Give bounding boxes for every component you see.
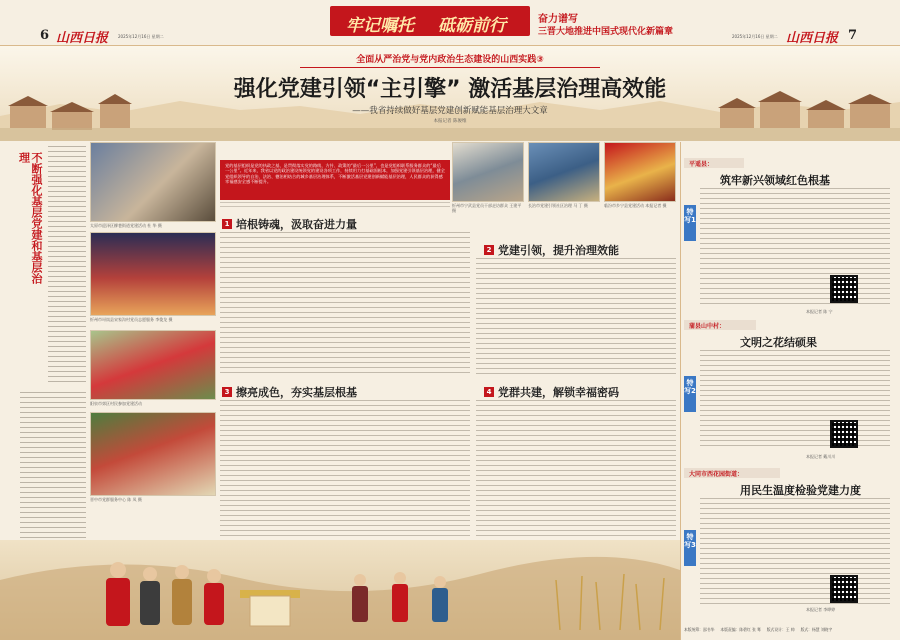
photo-caption-2: 忻州市岢岚县宋家沟村党员志愿服务 李俊龙 摄 (90, 317, 173, 322)
panel-3-region: 大同市西花园街道： (684, 468, 780, 478)
left-column (17, 142, 86, 582)
photo-1 (90, 142, 216, 222)
lede-text: 党的基层组织是党的执政之基，是贯彻落实党的路线、方针、政策的“最后一公里”，也是党组织联系服务群众的“最后一公里”。近年来，我省以党的政治建设统领党的建设各项工作，持续用力打基础固根本，加强党建引领基层治理，健全党组织领导的自治、法治、德治相结合的城乡基层治理体系，不断激活基层党建创新赋能基层治理，人民群众的获得感幸福感安全感不断提升。 (225, 163, 445, 185)
section-3-body (220, 400, 470, 540)
photo-5 (452, 142, 524, 202)
section-1-title: 培根铸魂，汲取奋进力量 (236, 218, 357, 231)
photo-caption-4: 晋中市党群服务中心 陈 凤 摄 (90, 497, 142, 502)
photo-caption-3: 阳泉市郊区村民参加党建活动 (90, 401, 142, 406)
section-4-body (476, 400, 676, 540)
page-footer (684, 624, 896, 636)
footer-editor: 本版统筹：邵书华 (684, 627, 715, 632)
photo-caption-1: 太原市迎泽区柳巷街道党建活动 杜 华 摄 (90, 223, 162, 228)
left-column-body (48, 146, 86, 386)
left-column-title: 不断强化基层党建和基层治理 (17, 152, 43, 284)
panel-2-author: 本报记者 戴川川 (806, 454, 836, 459)
panel-2-body (700, 350, 890, 450)
banner-right: 砥砺前行 (438, 16, 506, 36)
photo-2 (90, 232, 216, 316)
section-3-heading (222, 384, 357, 400)
panel-3-qr-code[interactable] (830, 575, 858, 603)
photo-caption-6: 长治市党建引领社区治理 马 丁 摄 (528, 203, 588, 208)
footer-proof: 版式：杨慧 刘晓宇 (800, 627, 833, 632)
village-scene-banner (0, 46, 900, 141)
panel-1-body (700, 188, 890, 306)
left-meta: 2025年12月16日 星期二 (118, 34, 164, 39)
people-harvest-illustration (0, 540, 680, 640)
panel-2-region: 蒲县山中村： (684, 320, 756, 330)
right-logo: 山西日报 (786, 31, 839, 46)
panel-3-title: 用民生温度检验党建力度 (740, 484, 861, 497)
footer-design: 版式设计：王 帅 (766, 627, 795, 632)
section-2-number: 2 (484, 245, 494, 255)
right-meta: 2025年12月16日 星期二 (732, 34, 778, 39)
panel-2-title: 文明之花结硕果 (740, 336, 817, 349)
slogan-line2: 三晋大地推进中国式现代化新篇章 (538, 27, 674, 37)
section-2-body (476, 258, 676, 376)
section-4-heading (484, 384, 619, 400)
section-3-number: 3 (222, 387, 232, 397)
photo-6 (528, 142, 600, 202)
bottom-illustration (0, 540, 680, 640)
panel-1-qr-code[interactable] (830, 275, 858, 303)
section-2-title: 党建引领，提升治理效能 (498, 244, 619, 257)
subtitle: ——我省持续做好基层党建创新赋能基层治理大文章 (352, 106, 548, 116)
panel-3-author: 本报记者 李晔婷 (806, 607, 836, 612)
page-header (0, 0, 900, 46)
panel-3-body (700, 498, 890, 606)
section-1-body (220, 232, 470, 374)
panel-1-title: 筑牢新兴领域红色根基 (720, 174, 830, 187)
section-3-title: 擦亮成色，夯实基层根基 (236, 386, 357, 399)
footer-editor2: 本版责编：陈碧红 张 骞 (720, 627, 761, 632)
photo-3 (90, 330, 216, 400)
main-title: 强化党建引领“主引擎” 激活基层治理高效能 (233, 77, 667, 102)
series-title: 全面从严治党与党内政治生态建设的山西实践③ (300, 52, 600, 68)
banner-left: 牢记嘱托 (346, 16, 414, 36)
photo-7 (604, 142, 676, 202)
section-1-heading (222, 216, 357, 232)
lede-continuation (220, 202, 450, 210)
panel-1-region: 平遥县： (684, 158, 744, 168)
left-logo: 山西日报 (56, 31, 109, 46)
lede-box (220, 160, 450, 200)
photo-caption-7: 临汾市乡宁县党建活动 本报记者 摄 (604, 203, 667, 208)
right-page-number: 7 (848, 28, 858, 43)
photo-caption-5: 忻州市宁武县党员干部走访群众 王建平 摄 (452, 203, 522, 213)
byline: 本报记者 陈俊维 (433, 119, 467, 124)
section-2-heading (484, 242, 619, 258)
section-1-number: 1 (222, 219, 232, 229)
panel-1-badge: 特写1 (684, 205, 696, 241)
left-page-number: 6 (40, 28, 50, 43)
panel-2-badge: 特写2 (684, 376, 696, 412)
section-4-title: 党群共建，解锁幸福密码 (498, 386, 619, 399)
section-4-number: 4 (484, 387, 494, 397)
panel-1-author: 本报记者 陈 宁 (806, 309, 833, 314)
slogan-line1: 奋力谱写 (538, 14, 578, 25)
photo-4 (90, 412, 216, 496)
panel-2-qr-code[interactable] (830, 420, 858, 448)
panel-3-badge: 特写3 (684, 530, 696, 566)
